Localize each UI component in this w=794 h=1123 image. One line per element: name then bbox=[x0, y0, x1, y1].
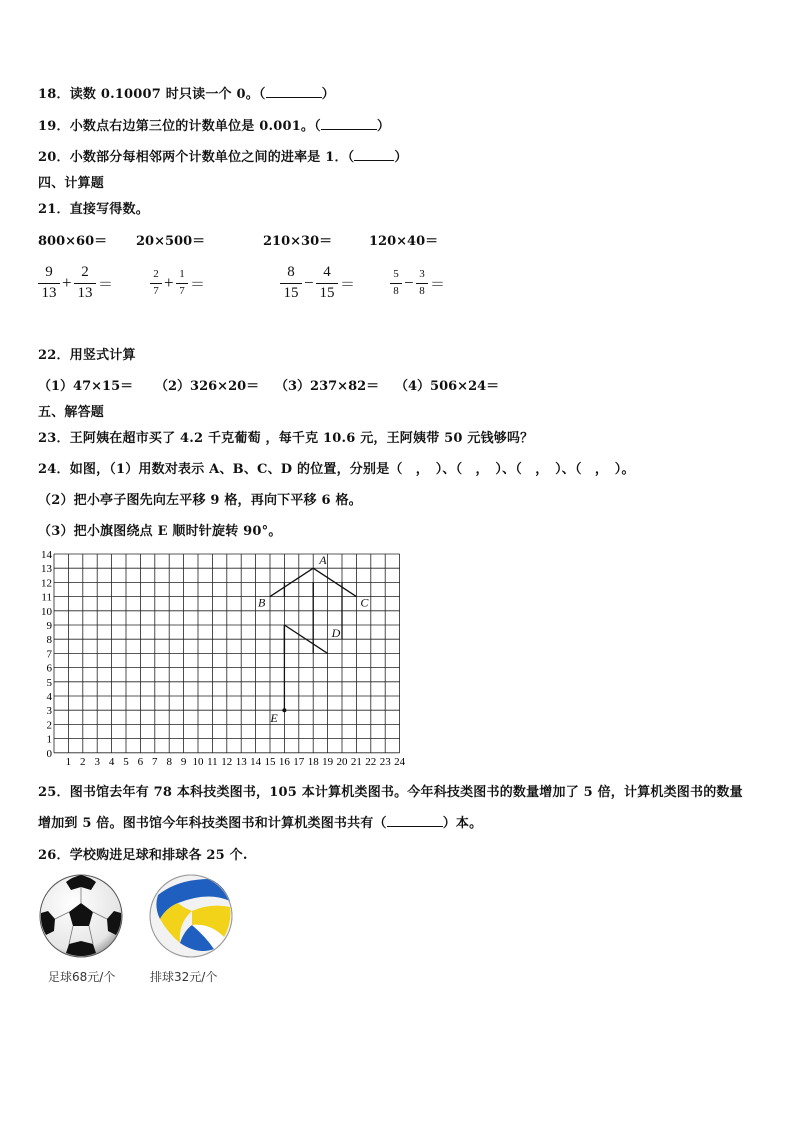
fraction-denominator: 7 bbox=[179, 285, 185, 297]
point-label-b: B bbox=[258, 595, 266, 610]
q22-item-3: （3）237×82＝ bbox=[275, 379, 380, 394]
fraction-4-b bbox=[416, 264, 428, 304]
fraction-denominator: 8 bbox=[393, 285, 399, 297]
x-tick-label: 10 bbox=[192, 755, 204, 768]
x-tick-label: 20 bbox=[336, 755, 348, 768]
fraction-denominator: 13 bbox=[77, 285, 93, 301]
y-tick-label: 0 bbox=[46, 747, 52, 760]
x-tick-label: 19 bbox=[322, 755, 334, 768]
coordinate-grid bbox=[36, 548, 406, 768]
q20-end: ） bbox=[394, 150, 408, 165]
q23-text: 王阿姨在超市买了 4.2 千克葡萄 ，每千克 10.6 元，王阿姨带 50 元钱够吗？ bbox=[69, 431, 534, 446]
x-tick-label: 14 bbox=[250, 755, 262, 768]
section-5-heading: 五、解答题 bbox=[38, 405, 105, 420]
x-tick-label: 21 bbox=[350, 755, 362, 768]
question-19 bbox=[38, 115, 390, 134]
q21-calc-1: 800×60＝ bbox=[38, 234, 108, 249]
fraction-denominator: 8 bbox=[419, 285, 425, 297]
x-tick-label: 24 bbox=[394, 755, 406, 768]
question-24 bbox=[38, 458, 635, 477]
q21-text: 直接写得数。 bbox=[69, 202, 149, 217]
x-tick-label: 3 bbox=[94, 755, 100, 768]
q19-number: 19． bbox=[38, 119, 70, 134]
q21-number: 21． bbox=[38, 202, 70, 217]
fraction-4-a bbox=[390, 264, 402, 304]
y-tick-label: 14 bbox=[41, 549, 52, 561]
q19-end: ） bbox=[376, 119, 391, 134]
fraction-2-operator: + bbox=[164, 273, 174, 292]
fraction-denominator: 7 bbox=[153, 285, 159, 297]
y-tick-label: 8 bbox=[46, 634, 52, 647]
question-23 bbox=[38, 427, 533, 446]
question-21 bbox=[38, 198, 149, 217]
fraction-numerator: 8 bbox=[287, 264, 295, 280]
q20-text: 小数部分每相邻两个计数单位之间的进率是 1．（ bbox=[69, 150, 355, 165]
x-tick-label: 5 bbox=[123, 755, 129, 768]
x-tick-label: 4 bbox=[108, 755, 115, 768]
q22-item-4: （4）506×24＝ bbox=[395, 379, 500, 394]
q25-text-1: 图书馆去年有 78 本科技类图书，105 本计算机类图书。今年科技类图书的数量增加了 5 倍，计算机类图书的数量 bbox=[69, 785, 743, 800]
q22-item-2: （2）326×20＝ bbox=[155, 379, 260, 394]
fraction-1-b bbox=[74, 264, 96, 304]
fraction-3-b bbox=[316, 264, 338, 304]
x-tick-label: 23 bbox=[379, 755, 391, 768]
x-tick-label: 16 bbox=[278, 755, 290, 768]
fraction-3-a bbox=[280, 264, 302, 304]
point-label-a: A bbox=[319, 553, 327, 568]
y-tick-label: 5 bbox=[46, 676, 52, 689]
fraction-4-equals: ＝ bbox=[430, 277, 446, 293]
question-25-line-1 bbox=[38, 781, 743, 800]
q24-part-2: （2）把小亭子图先向左平移 9 格，再向下平移 6 格。 bbox=[38, 493, 362, 508]
q20-answer-blank[interactable] bbox=[354, 148, 394, 161]
x-tick-label: 12 bbox=[221, 755, 233, 768]
fraction-2-b bbox=[176, 264, 188, 304]
x-tick-label: 22 bbox=[365, 755, 377, 768]
fraction-1-equals: ＝ bbox=[98, 277, 114, 293]
fraction-1-a bbox=[38, 264, 60, 304]
x-tick-label: 2 bbox=[80, 755, 86, 768]
x-tick-label: 11 bbox=[207, 755, 218, 768]
x-tick-label: 18 bbox=[307, 755, 319, 768]
q20-number: 20． bbox=[38, 150, 70, 165]
x-tick-label: 17 bbox=[293, 755, 305, 768]
section-4-heading: 四、计算题 bbox=[38, 176, 105, 191]
fraction-denominator: 15 bbox=[319, 285, 335, 301]
y-tick-label: 9 bbox=[46, 620, 52, 632]
fraction-2-equals: ＝ bbox=[190, 277, 206, 293]
y-tick-label: 7 bbox=[46, 648, 52, 661]
point-label-c: C bbox=[360, 595, 369, 610]
fraction-3-operator: − bbox=[304, 273, 314, 292]
x-tick-label: 7 bbox=[152, 755, 158, 768]
fraction-numerator: 5 bbox=[393, 268, 399, 280]
q21-calc-2: 20×500＝ bbox=[136, 234, 206, 249]
q25-end: ）本。 bbox=[442, 816, 483, 831]
x-tick-label: 1 bbox=[65, 755, 72, 768]
point-label-e: E bbox=[270, 711, 278, 726]
fraction-4-operator: − bbox=[404, 273, 414, 292]
q23-number: 23． bbox=[38, 431, 70, 446]
volleyball-icon bbox=[148, 873, 234, 959]
x-tick-label: 13 bbox=[235, 755, 247, 768]
y-tick-label: 3 bbox=[46, 705, 52, 718]
question-18 bbox=[38, 83, 335, 102]
volleyball-price-label: 排球32元/个 bbox=[150, 970, 218, 984]
y-tick-label: 10 bbox=[41, 605, 52, 618]
y-tick-label: 2 bbox=[46, 719, 52, 732]
x-tick-label: 15 bbox=[264, 755, 276, 768]
q25-answer-blank[interactable] bbox=[387, 814, 443, 827]
q18-end: ） bbox=[321, 87, 335, 102]
point-e-dot bbox=[282, 708, 286, 712]
fraction-denominator: 15 bbox=[283, 285, 299, 301]
fraction-numerator: 3 bbox=[419, 268, 425, 280]
q22-number: 22． bbox=[38, 348, 70, 363]
q18-number: 18． bbox=[38, 87, 70, 102]
y-tick-label: 11 bbox=[41, 591, 52, 604]
q19-answer-blank[interactable] bbox=[321, 117, 377, 130]
q24-part-3: （3）把小旗图绕点 E 顺时针旋转 90°。 bbox=[38, 524, 282, 539]
q24-text: 如图，（1）用数对表示 A、B、C、D 的位置，分别是（ ， ）、（ ， ）、（ ， ）、（ ， ）。 bbox=[69, 462, 635, 477]
q19-text: 小数点右边第三位的计数单位是 0.001。（ bbox=[69, 119, 321, 134]
question-26 bbox=[38, 844, 248, 863]
y-tick-label: 13 bbox=[41, 563, 52, 576]
q18-text: 读数 0.10007 时只读一个 0。（ bbox=[69, 87, 266, 102]
fraction-3-equals: ＝ bbox=[340, 277, 356, 293]
question-22 bbox=[38, 344, 136, 363]
q26-text: 学校购进足球和排球各 25 个. bbox=[69, 848, 248, 863]
q21-calc-3: 210×30＝ bbox=[263, 234, 333, 249]
q25-number: 25． bbox=[38, 785, 70, 800]
question-25-line-2 bbox=[38, 812, 482, 831]
fraction-denominator: 13 bbox=[41, 285, 57, 301]
y-tick-label: 1 bbox=[46, 733, 52, 746]
y-tick-label: 12 bbox=[41, 577, 52, 590]
fraction-2-a bbox=[150, 264, 162, 304]
point-label-d: D bbox=[331, 626, 341, 641]
q24-number: 24． bbox=[38, 462, 70, 477]
fraction-numerator: 2 bbox=[153, 268, 159, 280]
fraction-numerator: 4 bbox=[323, 264, 331, 280]
fraction-numerator: 1 bbox=[179, 268, 185, 280]
q25-text-2: 增加到 5 倍。图书馆今年科技类图书和计算机类图书共有（ bbox=[38, 816, 387, 831]
fraction-1-operator: + bbox=[62, 273, 72, 292]
fraction-numerator: 9 bbox=[45, 264, 53, 280]
y-tick-label: 4 bbox=[46, 691, 52, 703]
question-20 bbox=[38, 146, 408, 165]
q22-item-1: （1）47×15＝ bbox=[38, 379, 134, 394]
q21-calc-4: 120×40＝ bbox=[369, 234, 439, 249]
soccer-ball-icon bbox=[38, 873, 124, 959]
x-tick-label: 9 bbox=[180, 755, 187, 768]
x-tick-label: 8 bbox=[166, 755, 172, 768]
x-tick-label: 6 bbox=[137, 755, 144, 768]
fraction-numerator: 2 bbox=[81, 264, 89, 280]
soccer-price-label: 足球68元/个 bbox=[48, 970, 116, 984]
q26-number: 26． bbox=[38, 848, 70, 863]
q22-text: 用竖式计算 bbox=[69, 348, 136, 363]
y-tick-label: 6 bbox=[46, 662, 52, 675]
q18-answer-blank[interactable] bbox=[266, 85, 322, 98]
